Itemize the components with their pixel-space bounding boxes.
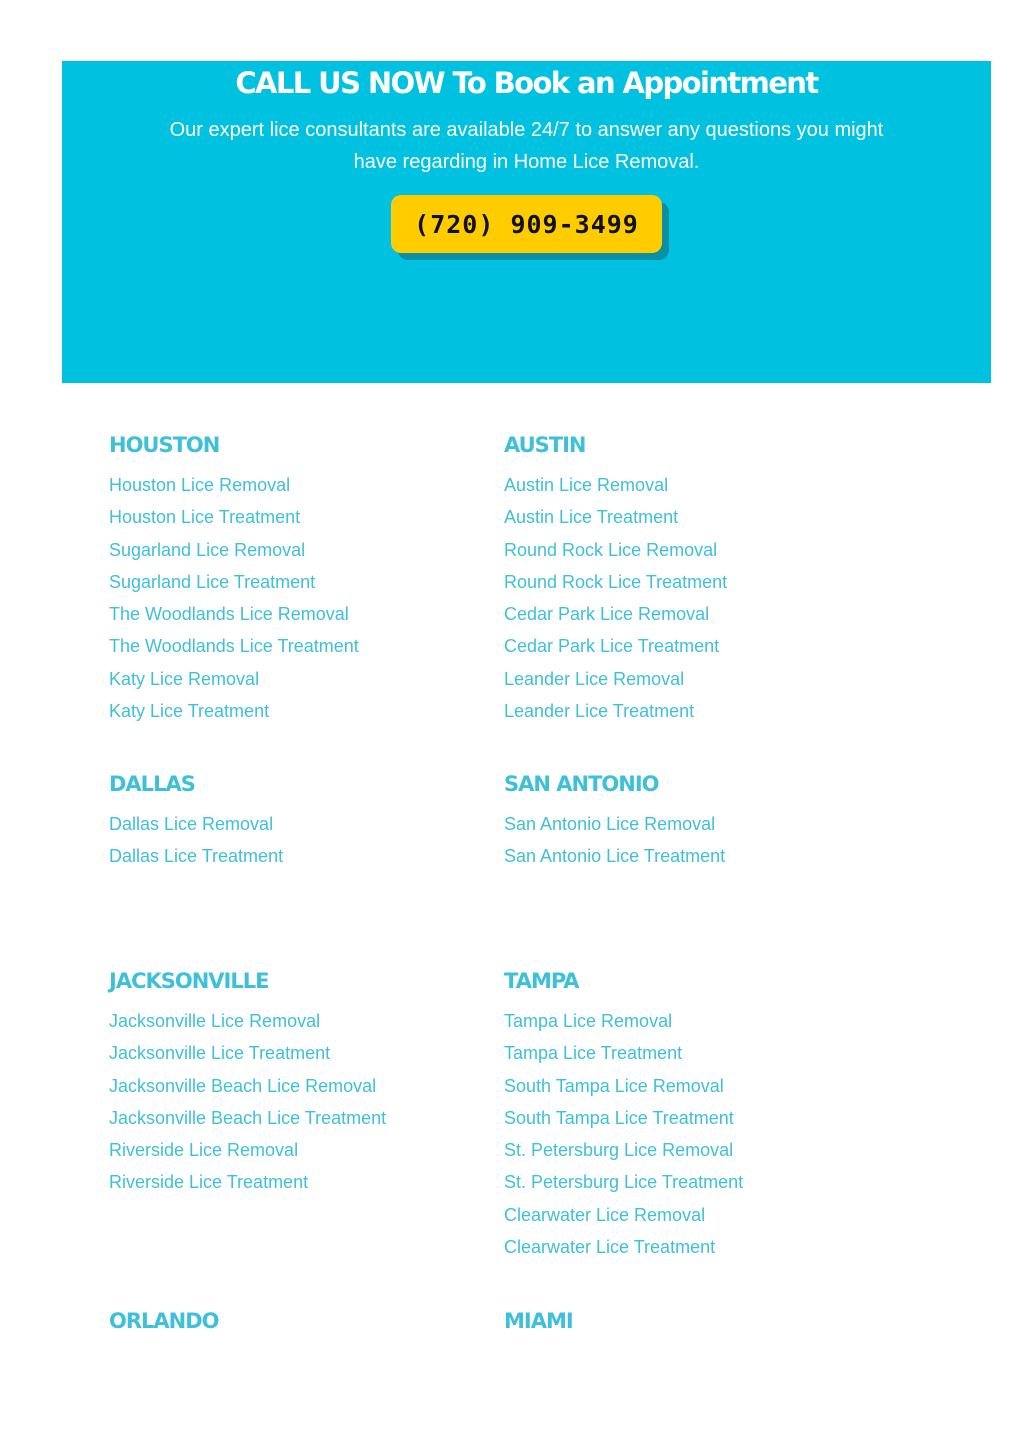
city-section-dallas xyxy=(109,771,489,867)
city-link[interactable]: Jacksonville Beach Lice Treatment xyxy=(109,1107,387,1128)
city-heading: AUSTIN xyxy=(504,433,586,457)
city-link-list xyxy=(504,808,725,873)
city-link[interactable]: South Tampa Lice Removal xyxy=(504,1075,724,1096)
city-link[interactable]: San Antonio Lice Treatment xyxy=(504,846,726,867)
city-link[interactable]: Tampa Lice Removal xyxy=(504,1011,673,1031)
city-link[interactable]: South Tampa Lice Treatment xyxy=(504,1107,734,1128)
city-heading: ORLANDO xyxy=(109,1309,219,1333)
list-item xyxy=(504,566,727,598)
phone-call-button[interactable]: (720) 909-3499 xyxy=(391,195,662,253)
city-link[interactable]: Austin Lice Treatment xyxy=(504,507,679,528)
list-item xyxy=(109,663,359,695)
list-item xyxy=(109,808,283,840)
city-link[interactable]: Jacksonville Beach Lice Removal xyxy=(109,1075,377,1096)
list-item xyxy=(504,1070,743,1102)
list-item xyxy=(109,695,359,727)
city-heading: MIAMI xyxy=(504,1309,573,1333)
list-item xyxy=(504,534,727,566)
list-item xyxy=(504,1102,743,1134)
city-link[interactable]: The Woodlands Lice Removal xyxy=(109,604,349,625)
city-link[interactable]: Clearwater Lice Treatment xyxy=(504,1237,716,1258)
city-heading: HOUSTON xyxy=(109,433,220,457)
city-link[interactable]: Riverside Lice Removal xyxy=(109,1140,299,1161)
list-item xyxy=(504,1231,743,1263)
list-item xyxy=(109,469,359,501)
city-link[interactable]: Houston Lice Removal xyxy=(109,475,291,495)
list-item xyxy=(504,598,727,630)
city-link[interactable]: Dallas Lice Removal xyxy=(109,814,274,834)
list-item xyxy=(504,1134,743,1166)
city-section-jacksonville xyxy=(109,968,489,1193)
list-item xyxy=(109,840,283,872)
city-link[interactable]: Tampa Lice Treatment xyxy=(504,1043,683,1064)
city-link[interactable]: Leander Lice Removal xyxy=(504,668,685,689)
list-item xyxy=(109,1134,386,1166)
city-link[interactable]: The Woodlands Lice Treatment xyxy=(109,636,359,657)
list-item xyxy=(109,534,359,566)
list-item xyxy=(109,1102,386,1134)
city-link-list xyxy=(109,808,283,873)
list-item xyxy=(504,1005,743,1037)
list-item xyxy=(109,501,359,533)
city-section-tampa xyxy=(504,968,884,1258)
city-link[interactable]: Round Rock Lice Removal xyxy=(504,539,718,560)
city-link[interactable]: Houston Lice Treatment xyxy=(109,507,301,528)
list-item xyxy=(109,1005,386,1037)
cta-title: CALL US NOW To Book an Appointment xyxy=(235,66,818,100)
cta-description: Our expert lice consultants are available 24/7 to answer any questions you might have regarding in Home Lice Removal. xyxy=(169,119,884,173)
city-link-list xyxy=(504,469,727,727)
list-item xyxy=(109,1037,386,1069)
city-section-san-antonio xyxy=(504,771,884,867)
list-item xyxy=(109,566,359,598)
city-heading: JACKSONVILLE xyxy=(109,969,269,993)
list-item xyxy=(504,840,725,872)
city-link[interactable]: Cedar Park Lice Treatment xyxy=(504,636,720,657)
list-item xyxy=(504,663,727,695)
city-link[interactable]: Sugarland Lice Treatment xyxy=(109,571,316,592)
list-item xyxy=(504,808,725,840)
city-link[interactable]: Leander Lice Treatment xyxy=(504,701,695,722)
list-item xyxy=(109,1166,386,1198)
city-link[interactable]: Clearwater Lice Removal xyxy=(504,1204,706,1225)
list-item xyxy=(504,1199,743,1231)
city-section-austin xyxy=(504,432,884,722)
list-item xyxy=(109,630,359,662)
list-item xyxy=(504,695,727,727)
call-to-action-banner xyxy=(62,61,991,383)
city-link[interactable]: St. Petersburg Lice Treatment xyxy=(504,1172,744,1193)
city-heading: SAN ANTONIO xyxy=(504,772,659,796)
list-item xyxy=(504,501,727,533)
city-link[interactable]: Austin Lice Removal xyxy=(504,475,669,495)
list-item xyxy=(109,1070,386,1102)
city-link[interactable]: Jacksonville Lice Removal xyxy=(109,1011,321,1031)
city-link[interactable]: Dallas Lice Treatment xyxy=(109,846,284,867)
city-heading: TAMPA xyxy=(504,969,579,993)
city-heading: DALLAS xyxy=(109,772,195,796)
city-link[interactable]: Katy Lice Treatment xyxy=(109,701,270,722)
list-item xyxy=(504,1037,743,1069)
city-link[interactable]: Jacksonville Lice Treatment xyxy=(109,1043,331,1064)
city-link[interactable]: San Antonio Lice Removal xyxy=(504,814,716,834)
list-item xyxy=(504,1166,743,1198)
city-link[interactable]: Cedar Park Lice Removal xyxy=(504,604,710,625)
city-link[interactable]: Sugarland Lice Removal xyxy=(109,539,306,560)
list-item xyxy=(504,630,727,662)
city-link[interactable]: Riverside Lice Treatment xyxy=(109,1172,309,1193)
city-link[interactable]: St. Petersburg Lice Removal xyxy=(504,1140,734,1161)
city-link[interactable]: Round Rock Lice Treatment xyxy=(504,571,728,592)
list-item xyxy=(109,598,359,630)
city-link-list xyxy=(109,469,359,727)
city-link-list xyxy=(504,1005,743,1263)
list-item xyxy=(504,469,727,501)
city-link[interactable]: Katy Lice Removal xyxy=(109,668,260,689)
city-section-houston xyxy=(109,432,489,722)
city-link-list xyxy=(109,1005,386,1199)
city-section-orlando xyxy=(109,1308,489,1334)
city-section-miami xyxy=(504,1308,884,1334)
